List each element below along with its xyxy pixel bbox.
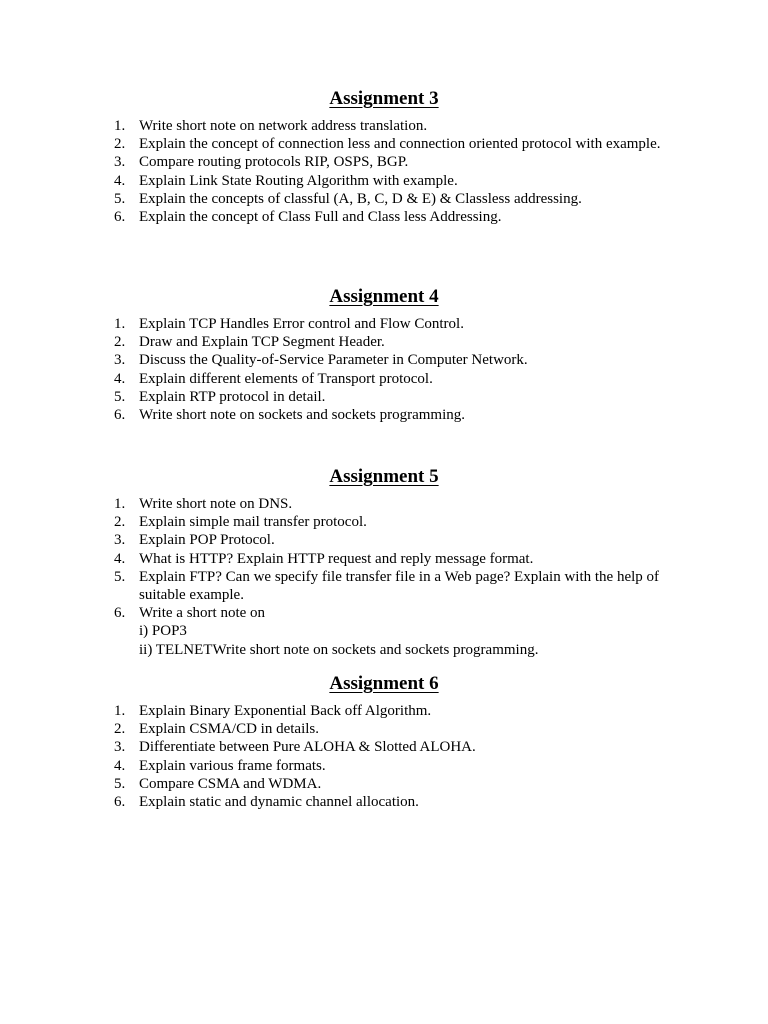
item-text: Explain various frame formats. (139, 757, 326, 774)
item-number: 2. (114, 514, 126, 531)
list-item (0, 190, 768, 208)
item-number: 6. (114, 794, 126, 811)
list-item (0, 153, 768, 171)
item-text: Write a short note on (139, 605, 266, 622)
item-number: 3. (114, 739, 126, 756)
item-text: Explain Binary Exponential Back off Algorithm. (139, 703, 432, 719)
item-number: 5. (114, 190, 126, 207)
list-item (0, 568, 768, 604)
list-item (0, 604, 768, 659)
list-item (0, 406, 768, 424)
assignment-5-title: Assignment 5 (329, 466, 439, 487)
assignment-3-title: Assignment 3 (329, 88, 439, 109)
item-text: Explain TCP Handles Error control and Flow Control. (139, 316, 464, 332)
item-text: Explain POP Protocol. (139, 532, 275, 549)
list-item (0, 117, 768, 135)
item-number: 6. (114, 407, 126, 424)
assignment-4-list (0, 315, 768, 424)
item-number: 1. (114, 316, 126, 332)
item-text: Compare CSMA and WDMA. (139, 775, 322, 792)
assignment-6-section (0, 673, 768, 811)
assignment-6-title: Assignment 6 (329, 673, 439, 694)
item-number: 1. (114, 703, 126, 719)
item-number: 2. (114, 136, 126, 153)
item-text: Explain static and dynamic channel allocation. (139, 794, 419, 811)
list-item (0, 550, 768, 568)
list-item (0, 793, 768, 811)
list-item (0, 172, 768, 190)
list-item (0, 388, 768, 406)
sub-item: ii) TELNETWrite short note on sockets and sockets programming. (139, 641, 539, 658)
list-item (0, 495, 768, 513)
item-text: Write short note on DNS. (139, 496, 293, 512)
item-number: 1. (114, 496, 126, 512)
item-text: Write short note on sockets and sockets programming. (139, 407, 465, 424)
list-item (0, 208, 768, 226)
item-number: 5. (114, 775, 126, 792)
item-text: Explain simple mail transfer protocol. (139, 514, 367, 531)
item-number: 3. (114, 532, 126, 549)
list-item (0, 333, 768, 351)
item-number: 2. (114, 721, 126, 738)
item-text: Explain RTP protocol in detail. (139, 388, 326, 405)
item-text: Write short note on network address translation. (139, 118, 428, 134)
item-number: 6. (114, 209, 126, 226)
list-item (0, 738, 768, 756)
list-item (0, 720, 768, 738)
item-text: Explain Link State Routing Algorithm with example. (139, 172, 458, 189)
item-number: 3. (114, 154, 126, 171)
item-text: Explain the concepts of classful (A, B, C, D & E) & Classless addressing. (139, 190, 582, 207)
item-text: Explain different elements of Transport protocol. (139, 370, 433, 387)
assignment-3-list (0, 117, 768, 226)
list-item (0, 531, 768, 549)
list-item (0, 702, 768, 720)
item-number: 3. (114, 352, 126, 369)
item-number: 4. (114, 172, 126, 189)
list-item (0, 315, 768, 333)
item-text: Explain the concept of Class Full and Class less Addressing. (139, 209, 502, 226)
item-number: 4. (114, 757, 126, 774)
item-number: 2. (114, 334, 126, 351)
assignment-4-title: Assignment 4 (329, 286, 439, 307)
list-item (0, 370, 768, 388)
assignment-3-section (0, 88, 768, 226)
item-text: Explain FTP? Can we specify file transfer file in a Web page? Explain with the help of suitable example. (139, 568, 660, 604)
item-text: Compare routing protocols RIP, OSPS, BGP. (139, 154, 409, 171)
item-number: 4. (114, 370, 126, 387)
sub-item: i) POP3 (139, 623, 187, 640)
list-item (0, 513, 768, 531)
list-item (0, 775, 768, 793)
assignment-5-list (0, 495, 768, 659)
list-item (0, 351, 768, 369)
item-text: Draw and Explain TCP Segment Header. (139, 334, 385, 351)
item-number: 6. (114, 605, 126, 622)
list-item (0, 757, 768, 775)
assignment-4-section (0, 286, 768, 424)
item-number: 5. (114, 568, 126, 585)
item-text: What is HTTP? Explain HTTP request and reply message format. (139, 550, 534, 567)
item-number: 1. (114, 118, 126, 134)
item-number: 5. (114, 388, 126, 405)
item-text: Explain the concept of connection less and connection oriented protocol with example. (139, 136, 661, 153)
assignment-6-list (0, 702, 768, 811)
item-number: 4. (114, 550, 126, 567)
list-item (0, 135, 768, 153)
item-text: Explain CSMA/CD in details. (139, 721, 319, 738)
item-text: Discuss the Quality-of-Service Parameter in Computer Network. (139, 352, 528, 369)
item-text: Differentiate between Pure ALOHA & Slotted ALOHA. (139, 739, 476, 756)
assignment-5-section (0, 466, 768, 659)
